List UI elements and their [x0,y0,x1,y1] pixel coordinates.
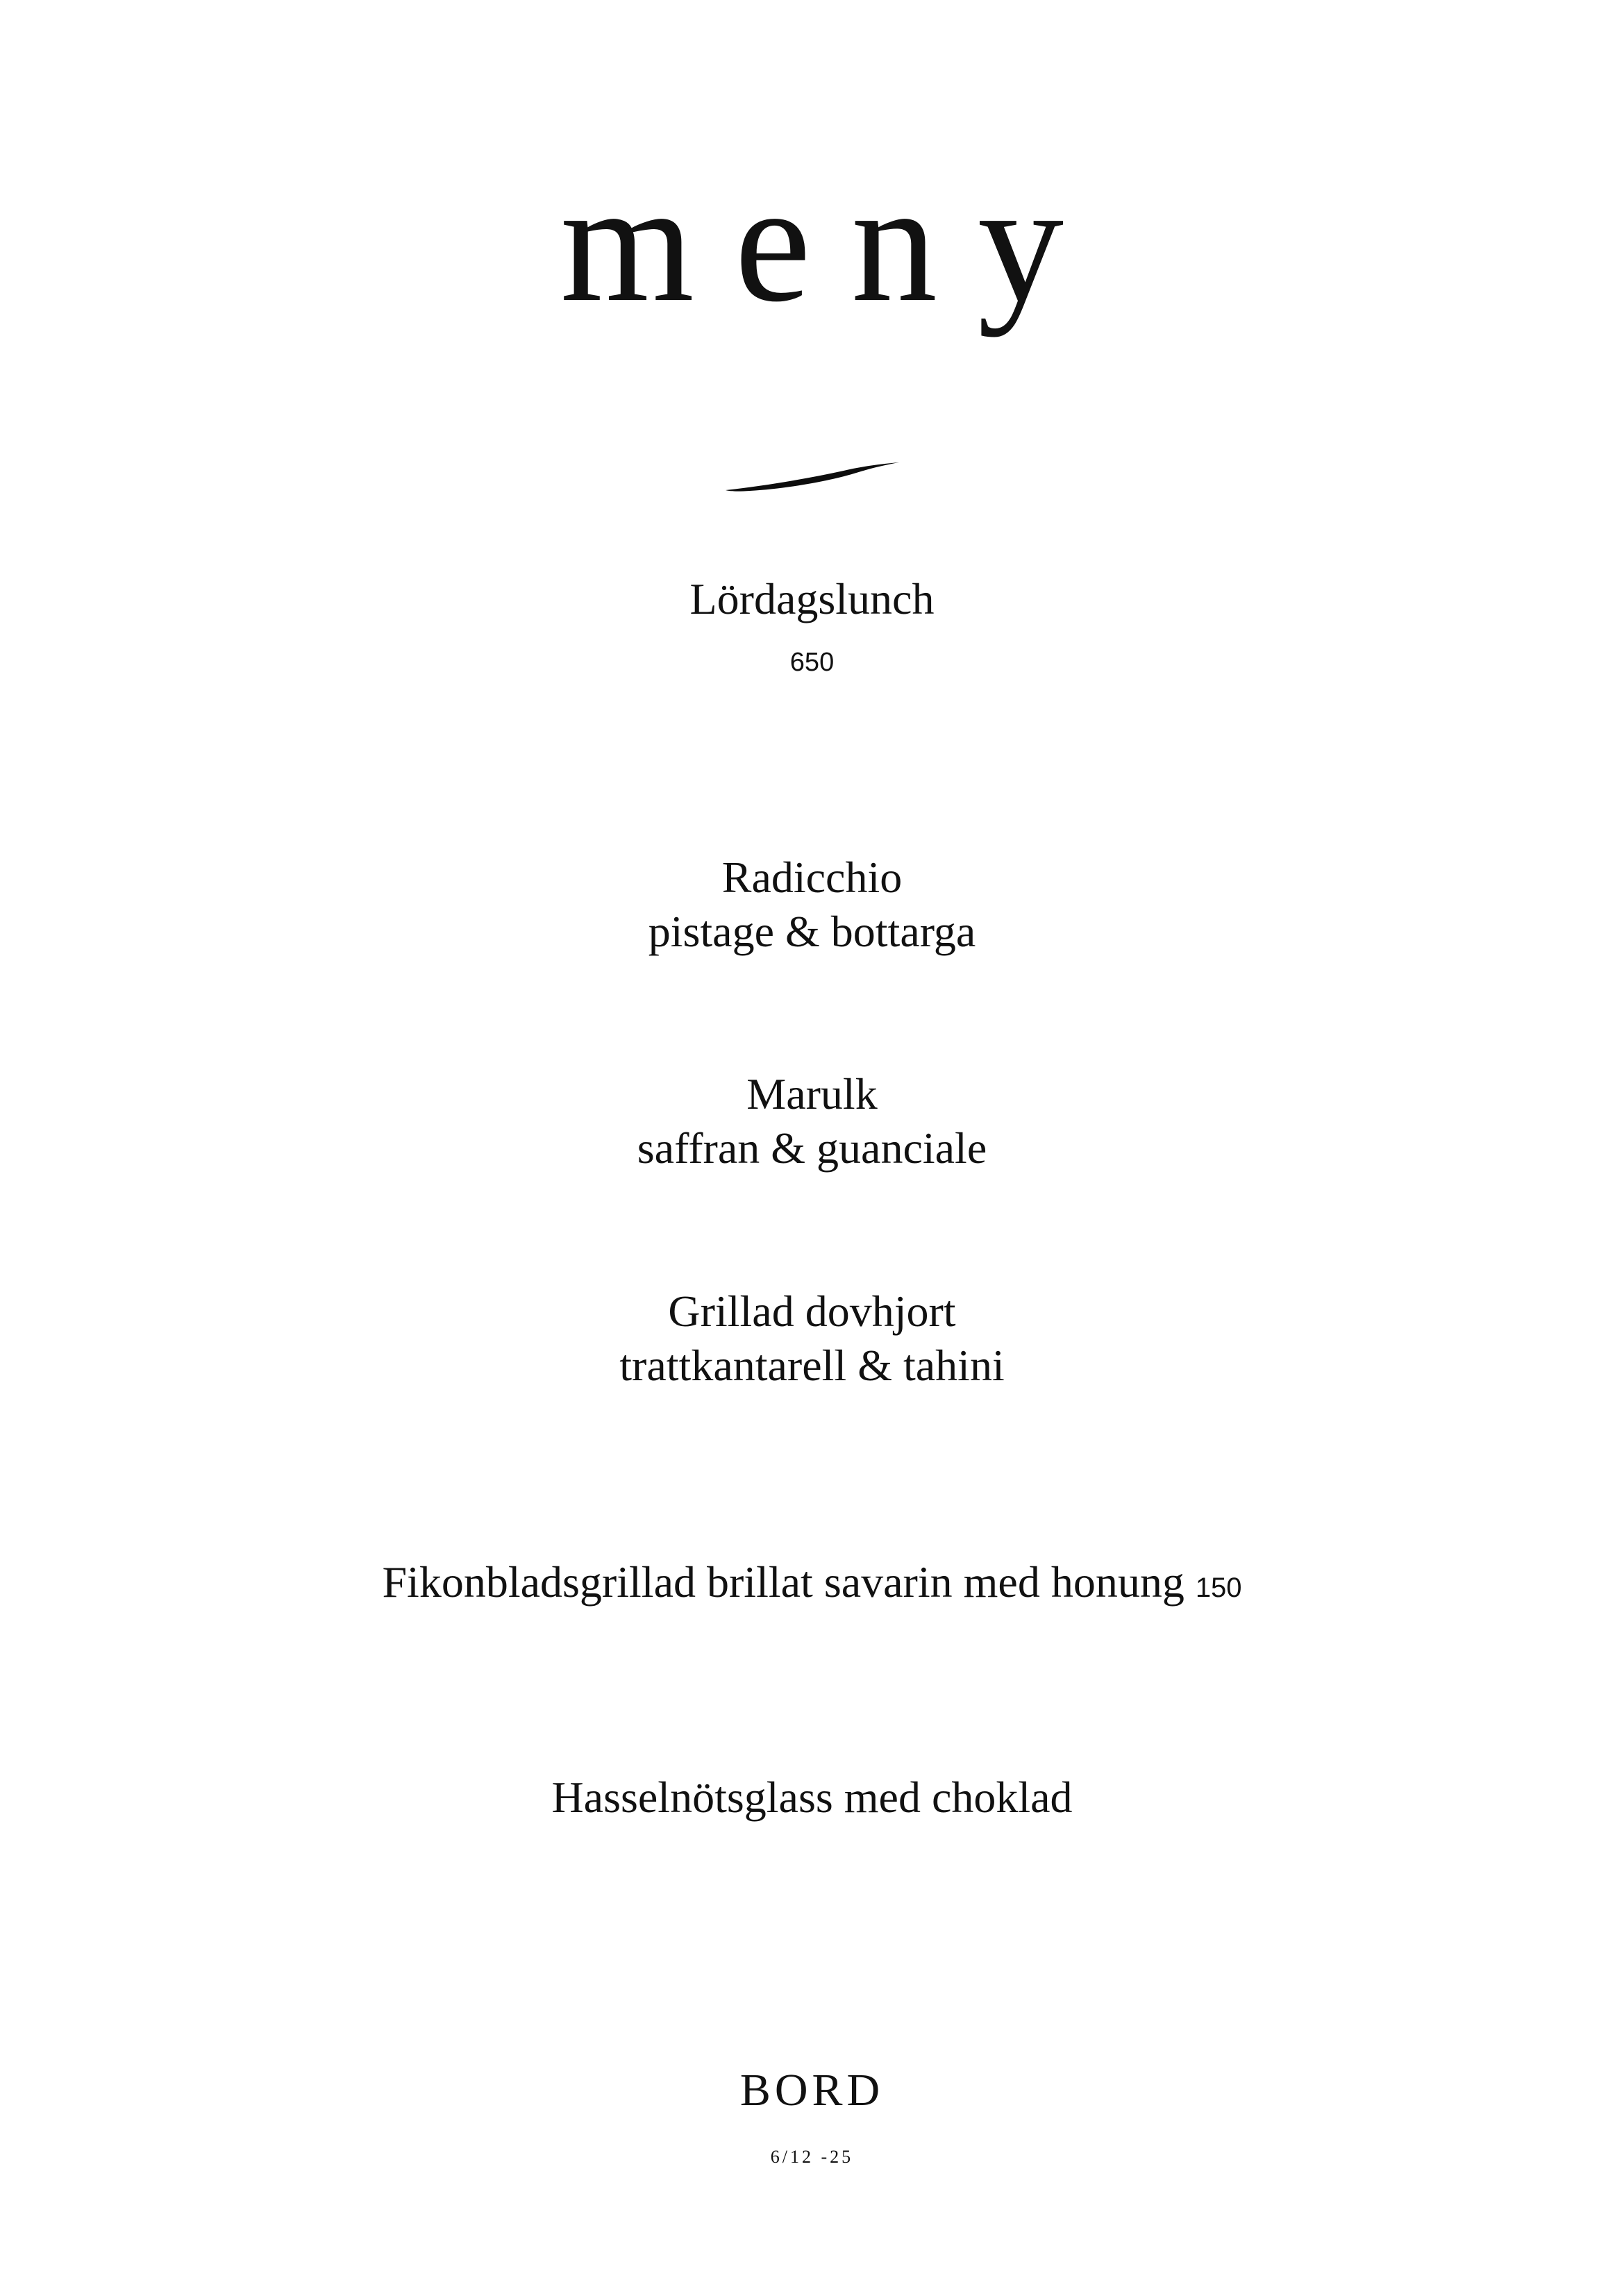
course-name: Marulk [746,1069,878,1118]
restaurant-name: BORD [739,2065,885,2115]
dessert-item: Hasselnötsglass med choklad [551,1773,1073,1822]
course-accompaniment: trattkantarell & tahini [619,1341,1005,1390]
menu-title: meny [560,146,1104,337]
extra-course-price: 150 [1195,1573,1242,1603]
lunch-heading: Lördagslunch [689,574,935,623]
course-accompaniment: pistage & bottarga [648,907,976,956]
course-name: Grillad dovhjort [668,1287,956,1336]
extra-course [0,1555,1624,1609]
course-item [0,850,1624,959]
menu-date: 6/12 -25 [770,2147,854,2167]
course-item [0,1284,1624,1393]
course-name: Radicchio [721,853,903,902]
course-item [0,1067,1624,1175]
extra-course-name: Fikonbladsgrillad brillat savarin med honung [382,1557,1184,1607]
course-accompaniment: saffran & guanciale [637,1123,987,1173]
brush-stroke-divider [722,460,903,494]
lunch-price: 650 [789,648,835,677]
